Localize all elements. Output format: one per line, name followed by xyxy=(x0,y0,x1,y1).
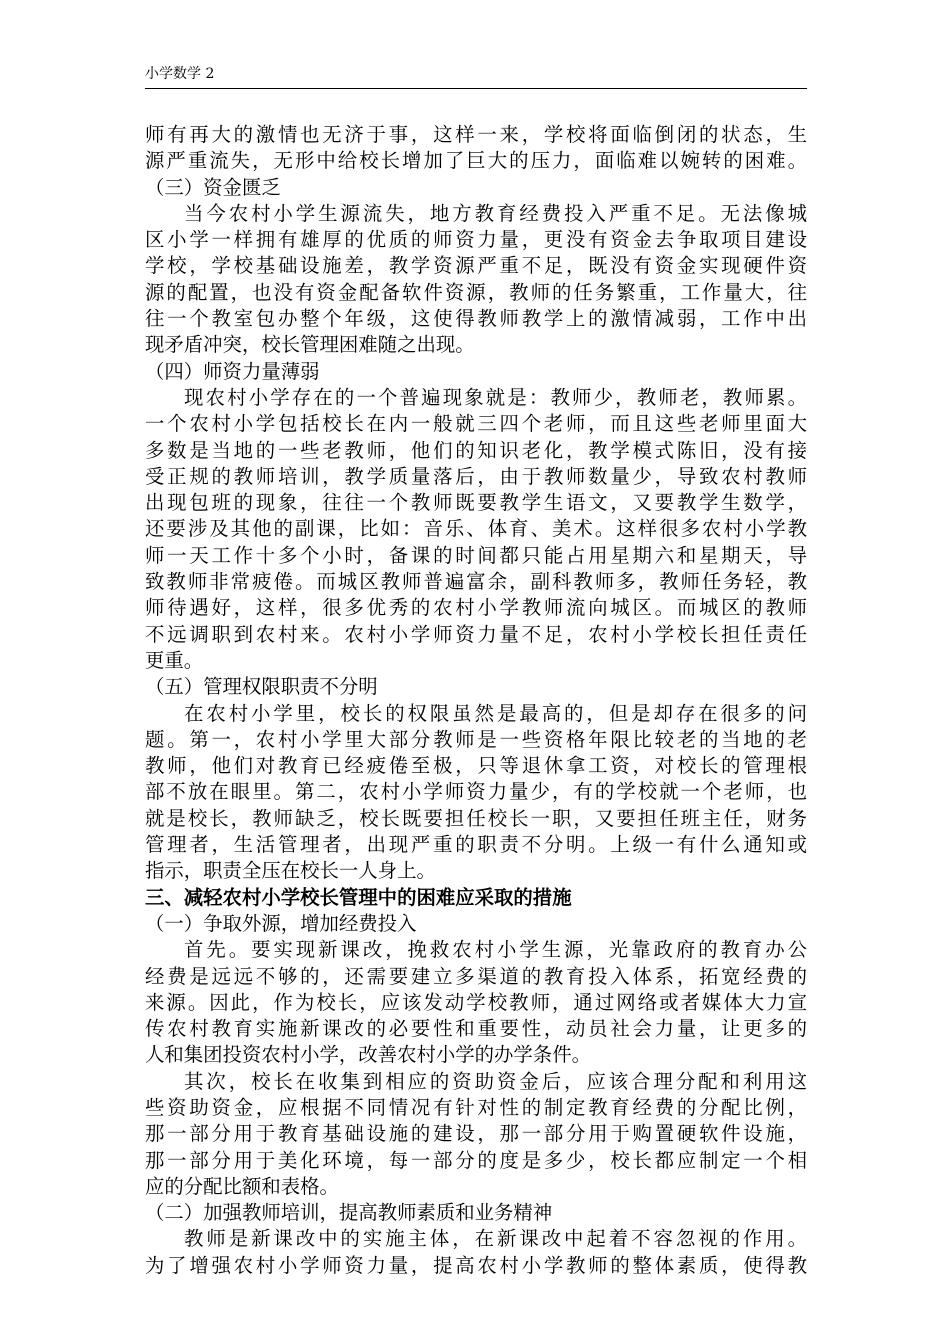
paragraph-first-line: 在农村小学里，校长的权限虽然是最高的，但是却存在很多的问 xyxy=(184,701,807,725)
text-line: 师有再大的激情也无济于事，这样一来，学校将面临倒闭的状态，生 xyxy=(145,123,807,146)
paragraph-first-line: 当今农村小学生源流失，地方教育经费投入严重不足。无法像城 xyxy=(184,201,807,225)
text-line: 源的配置，也没有资金配备软件资源，教师的任务繁重，工作量大，往 xyxy=(145,280,807,304)
text-line: 那一部分用于教育基础设施的建设，那一部分用于购置硬软件设施， xyxy=(145,1122,807,1146)
paragraph-first-line: 其次，校长在收集到相应的资助资金后，应该合理分配和利用这 xyxy=(184,1069,807,1093)
section-heading: 三、减轻农村小学校长管理中的困难应采取的措施 xyxy=(145,885,572,909)
text-line: 指示，职责全压在校长一人身上。 xyxy=(145,859,436,883)
text-line: 人和集团投资农村小学，改善农村小学的办学条件。 xyxy=(145,1043,591,1067)
text-line: 致教师非常疲倦。而城区教师普遍富余，副科教师多，教师任务轻，教 xyxy=(145,570,807,594)
paragraph-first-line: 教师是新课改中的实施主体，在新课改中起着不容忽视的作用。 xyxy=(184,1227,807,1251)
text-line: 出现包班的现象，往往一个教师既要教学生语文，又要教学生数学， xyxy=(145,491,807,515)
section-subheading: （二）加强教师培训，提高教师素质和业务精神 xyxy=(145,1201,553,1225)
text-line: 还要涉及其他的副课，比如：音乐、体育、美术。这样很多农村小学教 xyxy=(145,517,807,541)
text-line: 不远调职到农村来。农村小学师资力量不足，农村小学校长担任责任 xyxy=(145,622,807,646)
section-subheading: （一）争取外源，增加经费投入 xyxy=(145,911,417,935)
page-header xyxy=(145,64,807,89)
text-line: 来源。因此，作为校长，应该发动学校教师，通过网络或者媒体大力宣 xyxy=(145,990,807,1014)
text-line: 些资助资金，应根据不同情况有针对性的制定教育经费的分配比例， xyxy=(145,1095,807,1119)
text-line: 区小学一样拥有雄厚的优质的师资力量，更没有资金去争取项目建设 xyxy=(145,228,807,252)
section-subheading: （五）管理权限职责不分明 xyxy=(145,675,378,699)
text-line: 现矛盾冲突，校长管理困难随之出现。 xyxy=(145,333,475,357)
text-line: 往一个教室包办整个年级，这使得教师教学上的激情减弱，工作中出 xyxy=(145,307,807,331)
text-line: 更重。 xyxy=(145,648,204,672)
text-line: 就是校长，教师缺乏，校长既要担任校长一职，又要担任班主任，财务 xyxy=(145,806,807,830)
text-line: 部不放在眼里。第二，农村小学师资力量少，有的学校就一个老师，也 xyxy=(145,780,807,804)
text-line: 源严重流失，无形中给校长增加了巨大的压力，面临难以婉转的困难。 xyxy=(145,149,807,173)
paragraph-first-line: 首先。要实现新课改，挽救农村小学生源，光靠政府的教育办公 xyxy=(184,938,807,962)
text-line: 那一部分用于美化环境，每一部分的度是多少，校长都应制定一个相 xyxy=(145,1148,807,1172)
text-line: 管理者，生活管理者，出现严重的职责不分明。上级一有什么通知或 xyxy=(145,833,807,857)
text-line: 题。第一，农村小学里大部分教师是一些资格年限比较老的当地的老 xyxy=(145,727,807,751)
text-line: 应的分配比额和表格。 xyxy=(145,1174,339,1198)
header-title: 小学数学 2 xyxy=(145,66,215,82)
text-line: 师一天工作十多个小时，备课的时间都只能占用星期六和星期天，导 xyxy=(145,543,807,567)
text-line: 传农村教育实施新课改的必要性和重要性，动员社会力量，让更多的 xyxy=(145,1017,807,1041)
text-line: 为了增强农村小学师资力量，提高农村小学教师的整体素质，使得教 xyxy=(145,1253,807,1277)
section-subheading: （三）资金匮乏 xyxy=(145,175,281,199)
section-subheading: （四）师资力量薄弱 xyxy=(145,359,320,383)
text-line: 一个农村小学包括校长在内一般就三四个老师，而且这些老师里面大 xyxy=(145,412,807,436)
text-line: 经费是远远不够的，还需要建立多渠道的教育投入体系，拓宽经费的 xyxy=(145,964,807,988)
paragraph-first-line: 现农村小学存在的一个普遍现象就是：教师少，教师老，教师累。 xyxy=(184,385,807,409)
text-line: 受正规的教师培训，教学质量落后，由于教师数量少，导致农村教师 xyxy=(145,464,807,488)
text-line: 师待遇好，这样，很多优秀的农村小学教师流向城区。而城区的教师 xyxy=(145,596,807,620)
document-body xyxy=(145,122,807,1279)
text-line: 教师，他们对教育已经疲倦至极，只等退休拿工资，对校长的管理根 xyxy=(145,754,807,778)
text-line: 学校，学校基础设施差，教学资源严重不足，既没有资金实现硬件资 xyxy=(145,254,807,278)
text-line: 多数是当地的一些老教师，他们的知识老化，教学模式陈旧，没有接 xyxy=(145,438,807,462)
